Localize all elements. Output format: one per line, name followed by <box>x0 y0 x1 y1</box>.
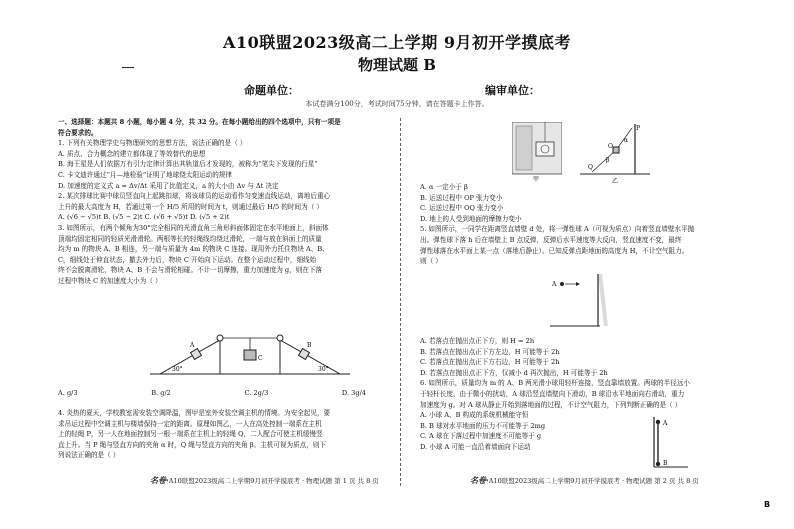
text-line: 直上升。当 P 绳与竖直方向的夹角 α 时，Q 绳与竖直方向的夹角 β。主机可视为质点，则下 <box>58 440 327 449</box>
text-line: C. 运送过程中 OQ 张力变小 <box>420 204 504 213</box>
label-yi: 乙 <box>612 178 619 184</box>
footer-text-1: A10联盟2023级高二上学期9月初开学摸底考 · 物理试题 第 1 页 共 8 页 <box>168 477 379 485</box>
q4-photo-jia <box>512 122 562 182</box>
exam-subtitle: 物理试题 B <box>358 56 436 74</box>
label-ball-a: A <box>552 281 557 288</box>
corner-version-label: B <box>764 500 771 509</box>
text-line: B. 运送过程中 OP 张力变小 <box>420 193 503 202</box>
text-line: 均为 m 的物块 A、B 相连，另一端与质量为 4m 的物块 C 连接。现用外力托住物块 A、B、 <box>58 245 329 254</box>
text-line: 上的轻绳 P，另一人在地面控制另一根一端系在主机上的轻绳 Q，二人配合可使主机缓慢竖 <box>58 430 323 439</box>
text-line: D. 小球 A 可能一直沿着墙面向下运动 <box>420 442 531 451</box>
text-line: 一、选择题：本题共 8 小题，每小题 4 分，共 32 分。在每小题给出的四个选项中，只有一项是 <box>58 118 341 126</box>
text-line: 上升的最大高度为 H，若通过第一个 H/5 所用的时间为 t，则通过最后 H/5 的时间为（ ） <box>58 202 323 211</box>
ball-a <box>560 282 564 286</box>
label-ball-a: A <box>663 420 668 427</box>
ball-b <box>656 462 660 466</box>
ac-unit <box>536 142 554 156</box>
rope-q <box>592 150 616 172</box>
footer-logo-2: 名卷· <box>470 475 489 485</box>
text-line: A. α 一定小于 β <box>420 183 468 191</box>
text-line: D. 地上的人受到地面的摩擦力变小 <box>420 214 522 223</box>
label-q: Q <box>588 164 593 171</box>
exam-title: A10联盟2023级高二上学期 9月初开学摸底考 <box>223 33 571 52</box>
text-line: 1. 下列有关物理学史与物理研究的思想方法，说法正确的是（ ） <box>58 139 247 148</box>
label-beta: β <box>606 157 610 164</box>
label-alpha: α <box>624 137 629 144</box>
text-line: D. 若落点在抛出点正下方，仅减小 d 再次抛出，H 可能等于 2h <box>420 368 608 377</box>
text-line: 顶端均固定相同的轻质光滑滑轮。两根等长的轻绳线均绕过滑轮，一端与放在斜面上的质量 <box>58 234 322 243</box>
text-line: 列说法正确的是（ ） <box>58 451 120 460</box>
label-c: C <box>258 355 263 362</box>
q5-wall-figure <box>540 270 620 332</box>
text-line: 弹性球落在水平面上某一点（落地后静止）。已知反弹点距地面的高度为 H，不计空气阻力。 <box>420 246 689 255</box>
text-line: A. 小球 A、B 构成的系统机械能守恒 <box>420 411 529 420</box>
q3-option-a: A. g/3 <box>58 389 78 397</box>
text-line: B. 海王星是人们依据万有引力定律计算出其轨道后才发现的，被称为“笔尖下发现的行星” <box>58 160 318 169</box>
text-line: 2. 某次排球比赛中球员竖直向上起跳扣球，将该球员的运动看作匀变速直线运动，离地后重心 <box>58 192 331 201</box>
text-line: 符合要求的。 <box>58 128 98 137</box>
text-line: C. 卡文迪许通过“月—地检验”证明了地球绕太阳运动的规律 <box>58 170 232 179</box>
text-line: 终不会脱离滑轮，物块 A、B 不会与滑轮相碰。不计一切摩擦，重力加速度为 g，则在下落 <box>58 266 323 275</box>
text-line: C，细线处于伸直状态，撤去外力后，物块 C 开始向下运动。在整个运动过程中，细线始 <box>58 255 317 264</box>
q3-option-b: B. g/2 <box>151 389 171 397</box>
q4-diagram-yi <box>580 122 650 184</box>
text-line: 6. 如图所示，质量均为 m 的 A、B 两光滑小球用轻杆连接，竖直靠墙放置。两球的半径远小 <box>420 379 691 388</box>
text-line: 则（ ） <box>420 257 442 266</box>
pulley-left <box>217 335 223 341</box>
text-line: 5. 如图所示，一同学在距离竖直墙壁 d 处，将一弹性球 A（可视为质点）向着竖直墙壁水平抛 <box>420 225 695 234</box>
text-line: C. A 球在下落过程中加速度不可能等于 g <box>420 432 542 441</box>
footer-text-2: A10联盟2023级高二上学期9月初开学摸底考 · 物理试题 第 2 页 共 8 页 <box>488 477 699 485</box>
label-a: A <box>190 342 195 349</box>
q6-rod-figure <box>650 415 690 471</box>
text-line: 过程中物块 C 的加速度大小为（ ） <box>58 276 162 285</box>
label-b: B <box>307 342 312 349</box>
q3-option-d: D. 3g/4 <box>341 389 366 397</box>
ball-a <box>656 420 660 424</box>
label-jia: 甲 <box>533 176 540 182</box>
q3-option-c: C. 2g/3 <box>244 389 269 397</box>
text-line: 于轻杆长度，由于微小的扰动，A 球沿竖直墙壁向下滑动，B 球沿水平地面向右滑动，重力 <box>420 389 685 398</box>
footer-page-2 <box>470 475 699 486</box>
left-column-bottom <box>58 408 396 461</box>
text-line: 求吊运过程中空调主机与楼墙保持一定的距离。原理如图乙，一人在高处控制一端系在主机 <box>58 419 322 428</box>
label-angle-left: 30° <box>172 366 183 373</box>
text-line: B. 若落点在抛出点正下方左边，H 可能等于 2h <box>420 347 560 356</box>
label-p: P <box>636 125 641 132</box>
label-o: O <box>608 143 613 150</box>
ac-host <box>613 147 619 153</box>
text-line: B. B 球对水平地面的压力不可能等于 2mg <box>420 421 546 430</box>
column-divider <box>400 118 401 486</box>
text-line: 加速度为 g。对 A 球从静止开始到落地面的过程，不计空气阻力，下列判断正确的是（ ） <box>420 400 682 409</box>
left-column-top <box>58 117 396 287</box>
q3-options <box>58 388 396 399</box>
text-line: C. 若落点在抛出点正下方右边，H 可能等于 2h <box>420 358 560 367</box>
review-unit-label: 编审单位： <box>485 84 540 97</box>
text-line: 出。弹性球下落 h 后在墙壁上 B 点反弹，反弹后水平速度等大反向，竖直速度不变，最终 <box>420 235 682 244</box>
text-line: D. 加速度的定义式 a = Δv/Δt 采用了比值定义，a 的大小由 Δv 与 Δt 决定 <box>58 181 279 190</box>
proposition-unit-label: 命题单位： <box>244 84 299 97</box>
label-ball-b: B <box>663 460 668 467</box>
footer-page-1 <box>150 475 379 486</box>
exam-note: 本试卷满分100分，考试时间75分钟。请在答题卡上作答。 <box>305 100 489 108</box>
text-line: A. 质点、合力概念的建立都体现了等效替代的思想 <box>58 149 206 158</box>
label-angle-right: 30° <box>318 366 329 373</box>
block-c <box>244 350 256 360</box>
text-line: A. (√6 − √5)t B. (√5 − 2)t C. (√6 + √5)t D. (√5 + 2)t <box>58 213 230 222</box>
right-column-top <box>420 182 760 267</box>
text-line: 3. 如图所示，有两个倾角为30°完全相同的光滑直角三角形斜面体固定在水平地面上，斜面体 <box>58 223 329 232</box>
text-line: 4. 炎热的夏天，学校教室需安装空调降温，图甲是室外安装空调主机的情境。为安全起见，要 <box>58 409 331 417</box>
q3-incline-figure <box>150 320 350 378</box>
pulley-right <box>277 335 283 341</box>
right-column-bottom <box>420 336 760 453</box>
text-line: A. 若落点在抛出点正下方，则 H = 2h <box>420 337 535 345</box>
footer-logo-1: 名卷· <box>150 475 169 485</box>
